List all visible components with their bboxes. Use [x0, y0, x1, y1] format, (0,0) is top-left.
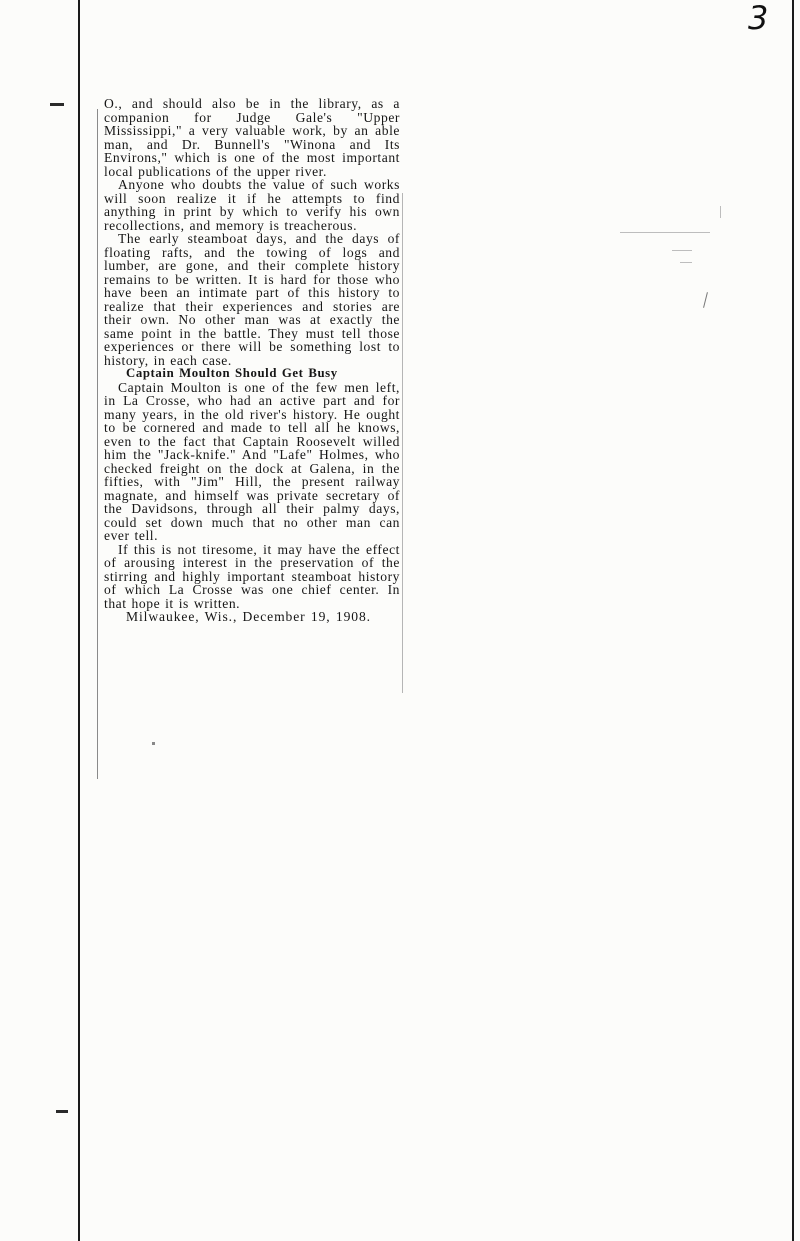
scan-mark — [56, 1110, 68, 1113]
article-paragraph: If this is not tiresome, it may have the effect of arousing interest in the preservation of the stirring and highly important steamboat history of which La Crosse was one chief center. In that hope it is written. — [104, 541, 400, 611]
article-subheading: Captain Moulton Should Get Busy — [126, 366, 338, 380]
scan-mark — [152, 742, 155, 745]
article-paragraph: The early steamboat days, and the days of floating rafts, and the towing of logs and lumber, are gone, and their complete history remains to be written. It is hard for those who have been an intimate part of this history to realize that their experiences and stories are their own. No other man was at exactly the same point in the battle. They must tell those experiences or there will be something lost to history, in each case. — [104, 231, 400, 368]
column-edge — [97, 109, 98, 779]
article-paragraph: Anyone who doubts the value of such works will soon realize it if he attempts to find anything in print by which to verify his own recollections, and memory is treacherous. — [104, 177, 400, 233]
pencil-mark — [620, 232, 710, 233]
article-paragraph: Captain Moulton is one of the few men left, in La Crosse, who had an active part and for many years, in the old river's history. He ought to be cornered and made to tell all he knows, even to the fact that Captain Roosevelt willed him the "Jack-knife." And "Lafe" Holmes, who checked freight on the dock at Galena, in the fifties, with "Jim" Hill, the present railway magnate, and himself was private secretary of the Davidsons, through all their palmy days, could set down much that no other man can ever tell. — [104, 379, 400, 543]
pencil-mark — [680, 262, 692, 263]
article-paragraph: O., and should also be in the library, as a companion for Judge Gale's "Upper Mississippi," a very valuable work, by an able man, and Dr. Bunnell's "Winona and Its Environs," which is one of the most important local publications of the upper river. — [104, 96, 400, 179]
pencil-mark — [672, 250, 692, 251]
left-scan-edge — [78, 0, 80, 1241]
pencil-mark — [703, 292, 708, 308]
page-number: 3 — [748, 0, 769, 37]
pencil-mark — [720, 206, 721, 218]
newspaper-clipping — [104, 97, 400, 624]
column-edge — [402, 193, 403, 693]
article-dateline: Milwaukee, Wis., December 19, 1908. — [126, 609, 371, 624]
right-scan-edge — [792, 0, 794, 1241]
scan-mark — [50, 103, 64, 106]
